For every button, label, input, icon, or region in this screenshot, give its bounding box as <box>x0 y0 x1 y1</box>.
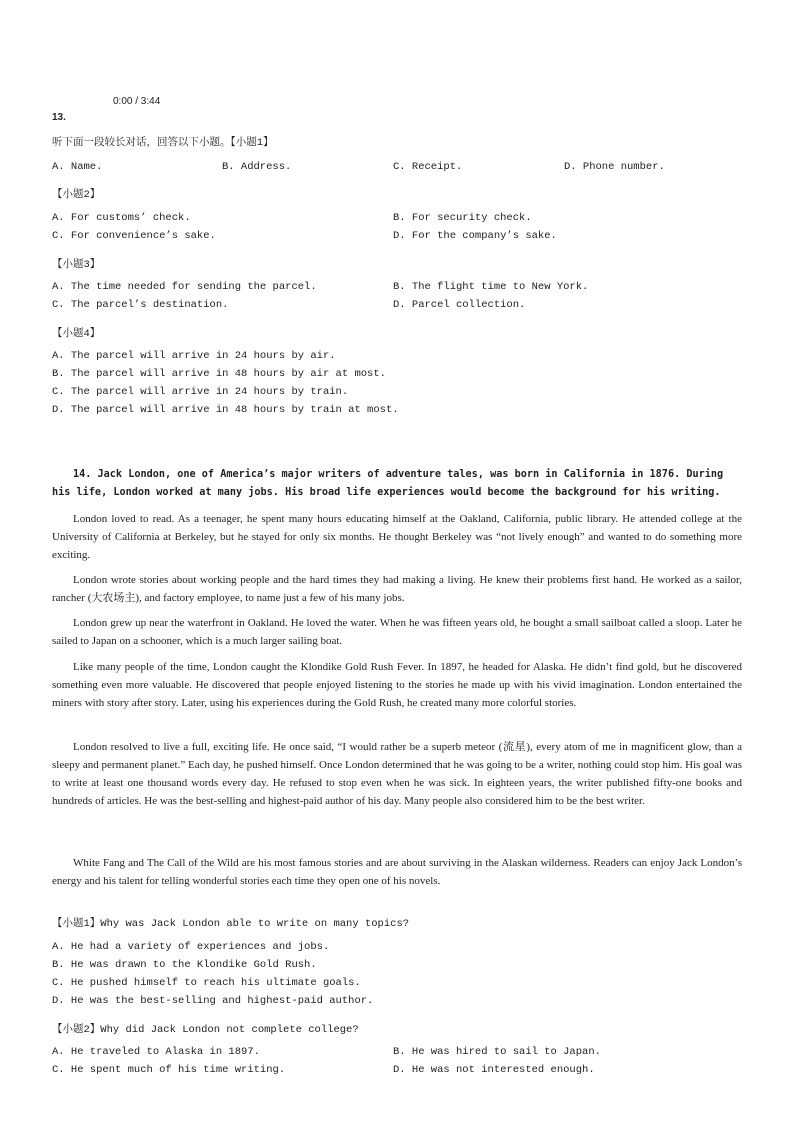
q14-s1-option-a: A. He had a variety of experiences and jobs. <box>52 941 330 953</box>
q14-sub1-question: 【小题1】Why was Jack London able to write on many topics? <box>52 918 410 930</box>
q14-s1-option-d: D. He was the best-selling and highest-paid author. <box>52 995 374 1007</box>
q13-s3-option-b: B. The flight time to New York. <box>393 281 589 293</box>
q13-s3-option-c: C. The parcel’s destination. <box>52 299 229 311</box>
q14-paragraph-5: London resolved to live a full, exciting life. He once said, “I would rather be a superb meteor (流星), every atom of me in magnificent glow, than a sleepy and permanent planet.” Each day, he pushed himself. Once London determined that he was going to be a writer, nothing could stop him. His goal was to write at least one thousand words every day. He refused to stop even when he was sick. In eighteen years, the writer published fifty-one books and hundreds of articles. He was the best-selling and highest-paid author of his day. Many people also considered him to be the best writer. <box>52 741 742 807</box>
q14-paragraph-1: London loved to read. As a teenager, he spent many hours educating himself at the Oakland, California, public library. He attended college at the University of California at Berkeley, but he stayed for only six months. He thought Berkeley was “not lively enough” and wanted to do something more exciting. <box>52 513 742 561</box>
q14-s2-option-a: A. He traveled to Alaska in 1897. <box>52 1046 260 1058</box>
q14-paragraph-6: White Fang and The Call of the Wild are his most famous stories and are about surviving in the Alaskan wilderness. Readers can enjoy Jack London’s energy and his talent for telling wonderful stories each time they open one of his novels. <box>52 857 742 887</box>
q13-s4-option-c: C. The parcel will arrive in 24 hours by train. <box>52 386 349 398</box>
q14-paragraph-2: London wrote stories about working people and the hard times they had making a living. He knew their problems first hand. He worked as a sailor, rancher (大农场主), and factory employee, to name just a few of his many jobs. <box>52 574 742 604</box>
question-13-number: 13. <box>52 112 66 123</box>
q13-s2-option-c: C. For convenience’s sake. <box>52 230 216 242</box>
q14-s2-option-b: B. He was hired to sail to Japan. <box>393 1046 601 1058</box>
q13-s1-option-d: D. Phone number. <box>564 161 665 173</box>
q13-s2-option-b: B. For security check. <box>393 212 532 224</box>
q13-s2-option-d: D. For the company’s sake. <box>393 230 557 242</box>
audio-time-readout[interactable]: 0:00 / 3:44 <box>113 96 161 107</box>
q13-intro: 听下面一段较长对话，回答以下小题。【小题1】 <box>52 137 274 149</box>
q14-s1-option-b: B. He was drawn to the Klondike Gold Rush. <box>52 959 317 971</box>
q13-s4-option-d: D. The parcel will arrive in 48 hours by train at most. <box>52 404 399 416</box>
q13-s3-option-a: A. The time needed for sending the parcel. <box>52 281 317 293</box>
q14-s2-option-c: C. He spent much of his time writing. <box>52 1064 286 1076</box>
q13-s4-option-a: A. The parcel will arrive in 24 hours by air. <box>52 350 336 362</box>
q13-s4-option-b: B. The parcel will arrive in 48 hours by air at most. <box>52 368 386 380</box>
q13-s1-option-a: A. Name. <box>52 161 103 173</box>
q14-s2-option-d: D. He was not interested enough. <box>393 1064 595 1076</box>
q14-paragraph-3: London grew up near the waterfront in Oakland. He loved the water. When he was fifteen years old, he bought a small sailboat called a sloop. Later he sailed to Japan on a schooner, which is a much larger sailing boat. <box>52 617 742 647</box>
q13-s3-option-d: D. Parcel collection. <box>393 299 526 311</box>
q13-s1-option-c: C. Receipt. <box>393 161 463 173</box>
q14-sub2-question: 【小题2】Why did Jack London not complete college? <box>52 1024 359 1036</box>
q13-s2-option-a: A. For customs’ check. <box>52 212 191 224</box>
q13-sub3-label: 【小题3】 <box>52 259 101 271</box>
q13-s1-option-b: B. Address. <box>222 161 292 173</box>
q14-passage-heading: 14. Jack London, one of America’s major writers of adventure tales, was born in California in 1876. During his life, London worked at many jobs. His broad life experiences would become the background for his writing. <box>52 469 724 498</box>
q13-sub4-label: 【小题4】 <box>52 328 101 340</box>
q13-sub2-label: 【小题2】 <box>52 189 101 201</box>
q14-paragraph-4: Like many people of the time, London caught the Klondike Gold Rush Fever. In 1897, he headed for Alaska. He didn’t find gold, but he discovered something even more valuable. He discovered that people enjoyed listening to the stories he made up with his vivid imagination. London entertained the miners with story after story. Later, using his experiences during the Gold Rush, he created many more colorful stories. <box>52 661 742 709</box>
q14-s1-option-c: C. He pushed himself to reach his ultimate goals. <box>52 977 361 989</box>
